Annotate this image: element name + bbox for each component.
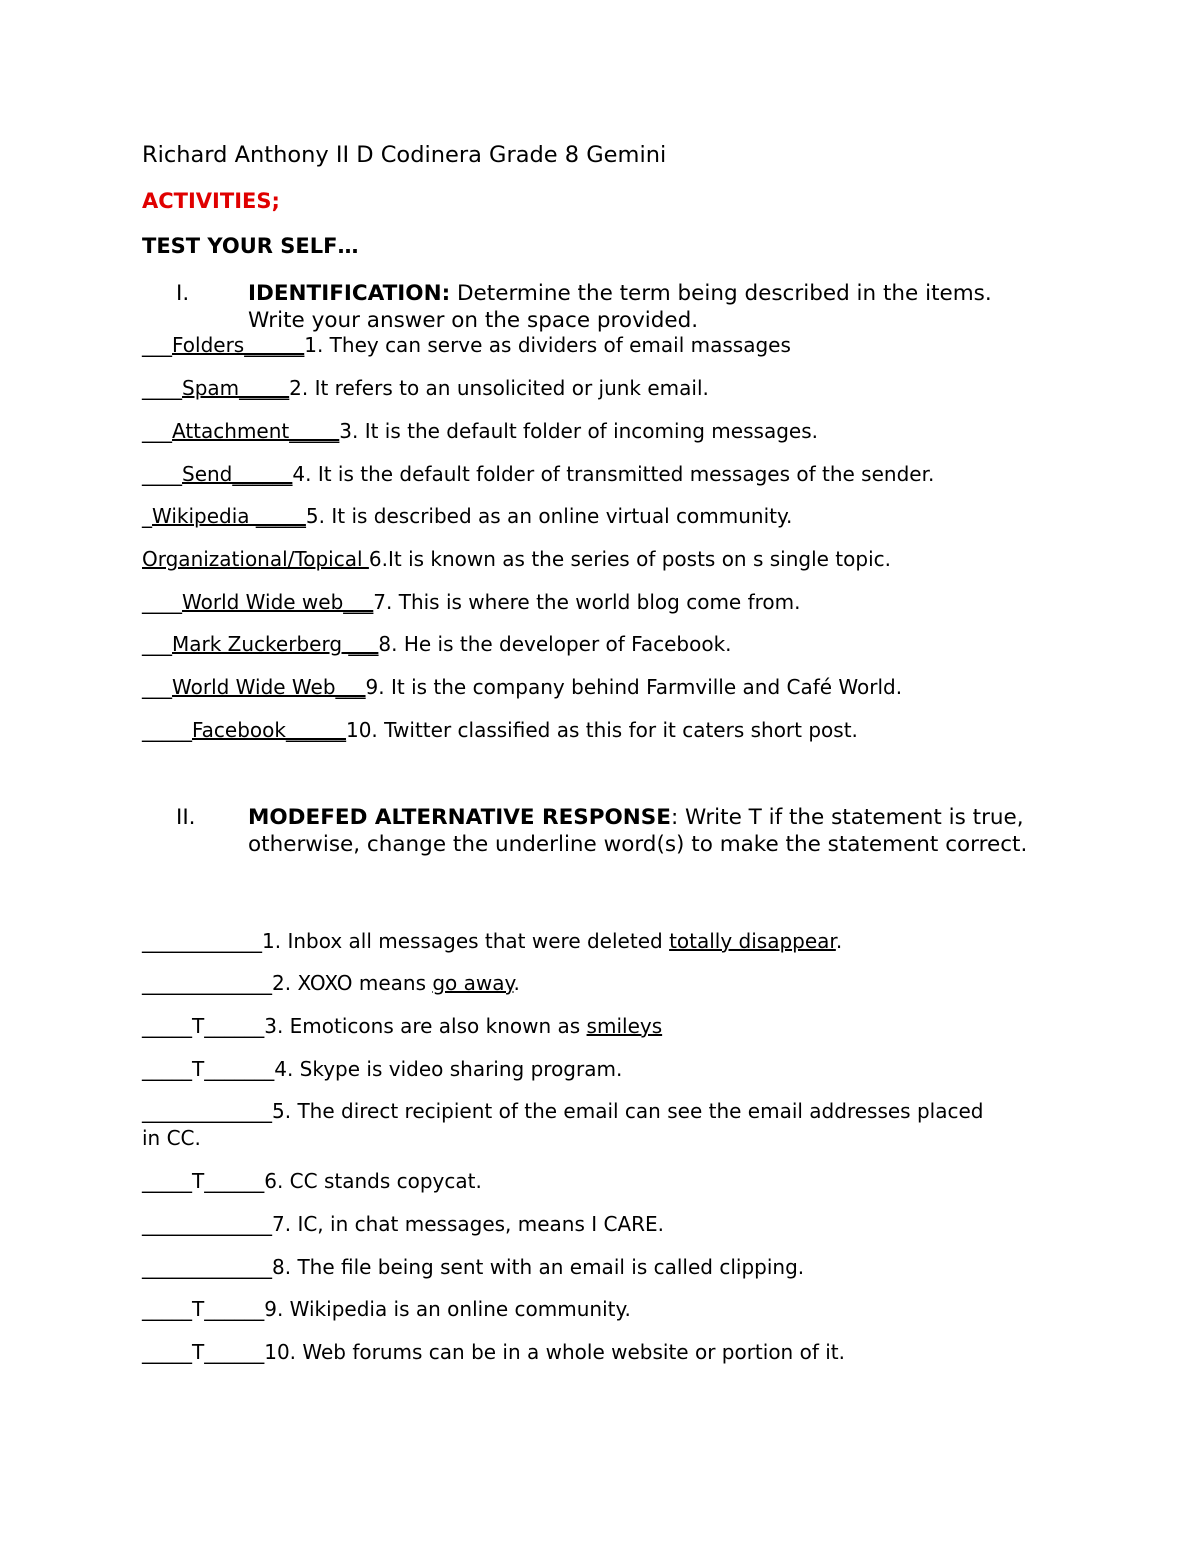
identification-item (142, 376, 709, 400)
response-item (142, 1297, 631, 1321)
item-blank: _ (142, 504, 152, 528)
item-text: 4. Skype is video sharing program. (274, 1057, 623, 1081)
section1-instruction: Determine the term being described in the items. Write your answer on the space provided. (248, 281, 992, 333)
item-answer: Wikipedia _____ (152, 504, 306, 528)
item-answer: World Wide web___ (182, 590, 374, 614)
item-blank: ___ (142, 419, 172, 443)
item-answer: Facebook______ (192, 718, 346, 742)
item-text: 3. It is the default folder of incoming messages. (339, 419, 818, 443)
response-item (142, 1255, 804, 1279)
item-text: 9. It is the company behind Farmville and Café World. (365, 675, 903, 699)
response-item (142, 971, 520, 995)
section1-heading: IDENTIFICATION: (248, 281, 451, 306)
response-item (142, 1057, 622, 1081)
item-text: 7. This is where the world blog come from. (373, 590, 801, 614)
item-blank: _____T______ (142, 1297, 265, 1321)
item-text: 5. The direct recipient of the email can see the email addresses placed (272, 1099, 984, 1123)
identification-item (142, 504, 792, 528)
item-blank: _____T______ (142, 1014, 265, 1038)
item-blank: ___ (142, 333, 172, 357)
response-item (142, 1099, 983, 1123)
section2-numeral: II. (176, 805, 196, 830)
section1-numeral: I. (176, 281, 190, 306)
item-answer: Organizational/Topical (142, 547, 369, 571)
item-answer: Send______ (182, 462, 293, 486)
section2-instruction: : Write T if the statement is true, otherwise, change the underline word(s) to make the statement correct. (248, 805, 1028, 857)
identification-item (142, 419, 818, 443)
item-blank: ___ (142, 675, 172, 699)
test-heading: TEST YOUR SELF… (142, 234, 359, 258)
item-answer: World Wide Web___ (172, 675, 366, 699)
item-blank: ____________ (142, 929, 262, 953)
item-text: 8. He is the developer of Facebook. (378, 632, 732, 656)
section2-heading: MODEFED ALTERNATIVE RESPONSE (248, 805, 671, 830)
item-answer: Spam_____ (182, 376, 290, 400)
item-blank: ___ (142, 632, 172, 656)
activities-heading: ACTIVITIES; (142, 189, 280, 213)
item-text: 10. Web forums can be in a whole website or portion of it. (264, 1340, 845, 1364)
item-text-end: . (835, 929, 843, 953)
item-text: 8. The file being sent with an email is called clipping. (272, 1255, 805, 1279)
response-item (142, 1169, 482, 1193)
student-name: Richard Anthony II D Codinera Grade 8 Gemini (142, 142, 667, 168)
item-blank: _____________ (142, 1099, 272, 1123)
identification-item (142, 590, 801, 614)
item-blank: _____T_______ (142, 1057, 275, 1081)
identification-item (142, 632, 732, 656)
item-text: 2. XOXO means (272, 971, 433, 995)
item-text: 5. It is described as an online virtual community. (305, 504, 793, 528)
item-text: 10. Twitter classified as this for it caters short post. (345, 718, 858, 742)
item-text: 6.It is known as the series of posts on s single topic. (368, 547, 891, 571)
identification-item (142, 333, 791, 357)
identification-item (142, 547, 891, 571)
identification-item (142, 675, 902, 699)
item-answer: Mark Zuckerberg ___ (172, 632, 379, 656)
item-text: 1. Inbox all messages that were deleted (262, 929, 670, 953)
item-answer: Attachment_____ (172, 419, 340, 443)
item-blank: _____________ (142, 1255, 272, 1279)
item-blank: _____________ (142, 1212, 272, 1236)
item-blank: ____ (142, 590, 182, 614)
item-answer: Folders______ (172, 333, 305, 357)
item-blank: _____________ (142, 971, 272, 995)
item-underlined-word: go away (432, 971, 514, 995)
item-text-end: . (513, 971, 520, 995)
item-blank: _____T______ (142, 1340, 265, 1364)
identification-item (142, 462, 934, 486)
item-underlined-word: smileys (586, 1014, 663, 1038)
item-text: 6. CC stands copycat. (264, 1169, 482, 1193)
item-blank: _____T______ (142, 1169, 265, 1193)
response-item-continuation: in CC. (142, 1126, 201, 1150)
item-text: 4. It is the default folder of transmitted messages of the sender. (292, 462, 935, 486)
item-text: 7. IC, in chat messages, means I CARE. (272, 1212, 665, 1236)
item-text: 9. Wikipedia is an online community. (264, 1297, 631, 1321)
item-blank: ____ (142, 462, 182, 486)
item-underlined-word: totally disappear (669, 929, 836, 953)
item-text: 3. Emoticons are also known as (264, 1014, 587, 1038)
section2-instructions (248, 804, 1048, 858)
response-item (142, 1212, 664, 1236)
item-blank: _____ (142, 718, 192, 742)
section1-instructions (248, 280, 1048, 334)
response-item (142, 1014, 662, 1038)
item-text: 1. They can serve as dividers of email massages (304, 333, 791, 357)
response-item (142, 929, 842, 953)
identification-item (142, 718, 858, 742)
response-item (142, 1340, 845, 1364)
item-text: 2. It refers to an unsolicited or junk email. (289, 376, 709, 400)
item-blank: ____ (142, 376, 182, 400)
